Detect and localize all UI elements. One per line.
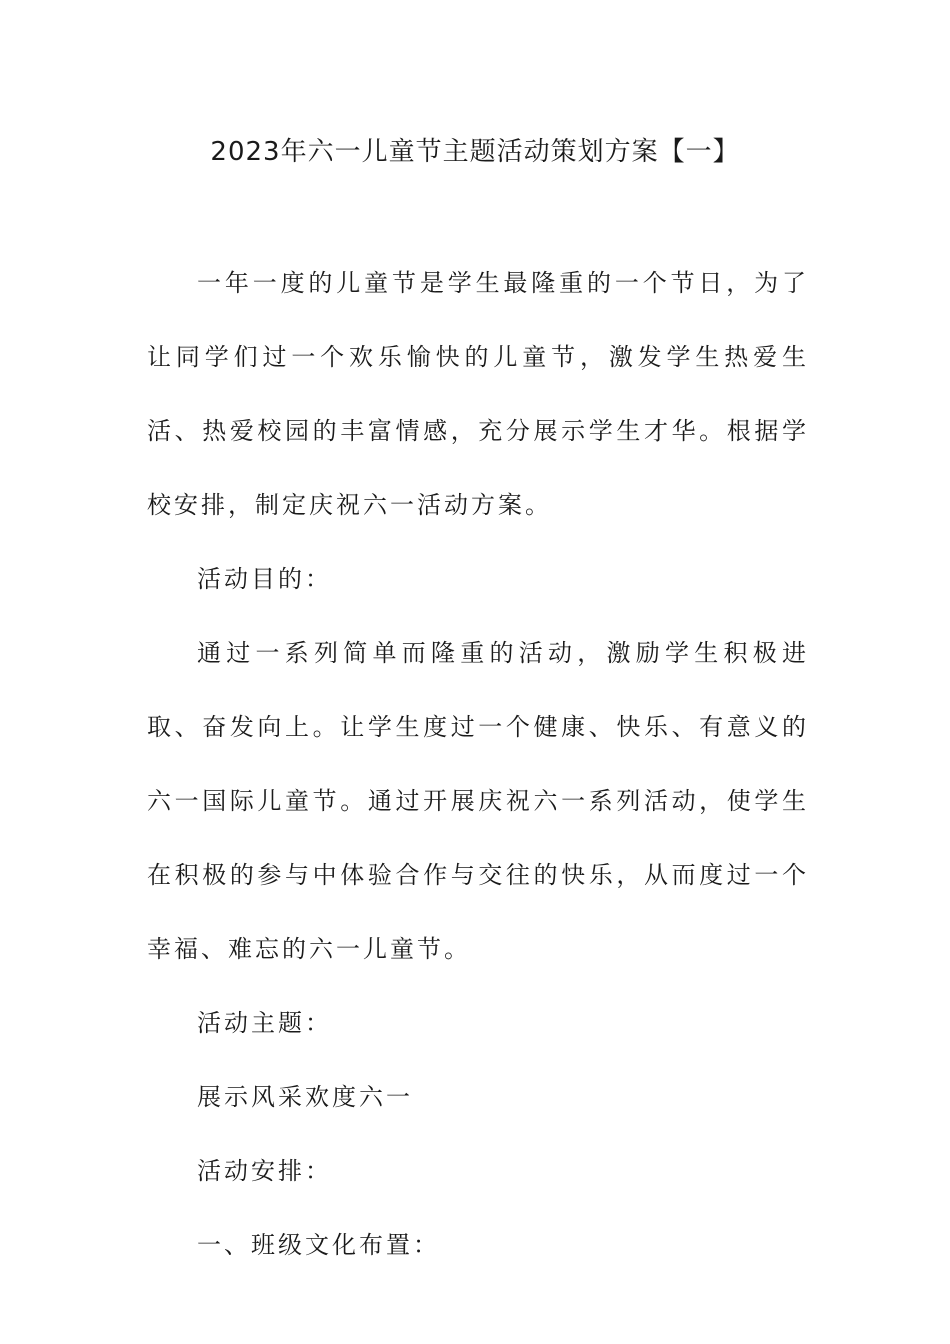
heading-theme: 活动主题： xyxy=(197,1009,332,1037)
paragraph-theme: 展示风采欢度六一 xyxy=(197,1083,413,1111)
heading-purpose: 活动目的： xyxy=(197,565,332,593)
paragraph-purpose: 通过一系列简单而隆重的活动，激励学生积极进取、奋发向上。让学生度过一个健康、快乐、有意义的六一国际儿童节。通过开展庆祝六一系列活动，使学生在积极的参与中体验合作与交往的快乐，从而度过一个幸福、难忘的六一儿童节。 xyxy=(147,639,809,963)
heading-arrangement: 活动安排： xyxy=(197,1157,332,1185)
document-title: 2023年六一儿童节主题活动策划方案【一】 xyxy=(210,137,740,167)
heading-class-decoration: 一、班级文化布置： xyxy=(197,1231,440,1259)
paragraph-intro: 一年一度的儿童节是学生最隆重的一个节日，为了让同学们过一个欢乐愉快的儿童节，激发学生热爱生活、热爱校园的丰富情感，充分展示学生才华。根据学校安排，制定庆祝六一活动方案。 xyxy=(147,269,809,519)
document-body xyxy=(147,246,809,1282)
